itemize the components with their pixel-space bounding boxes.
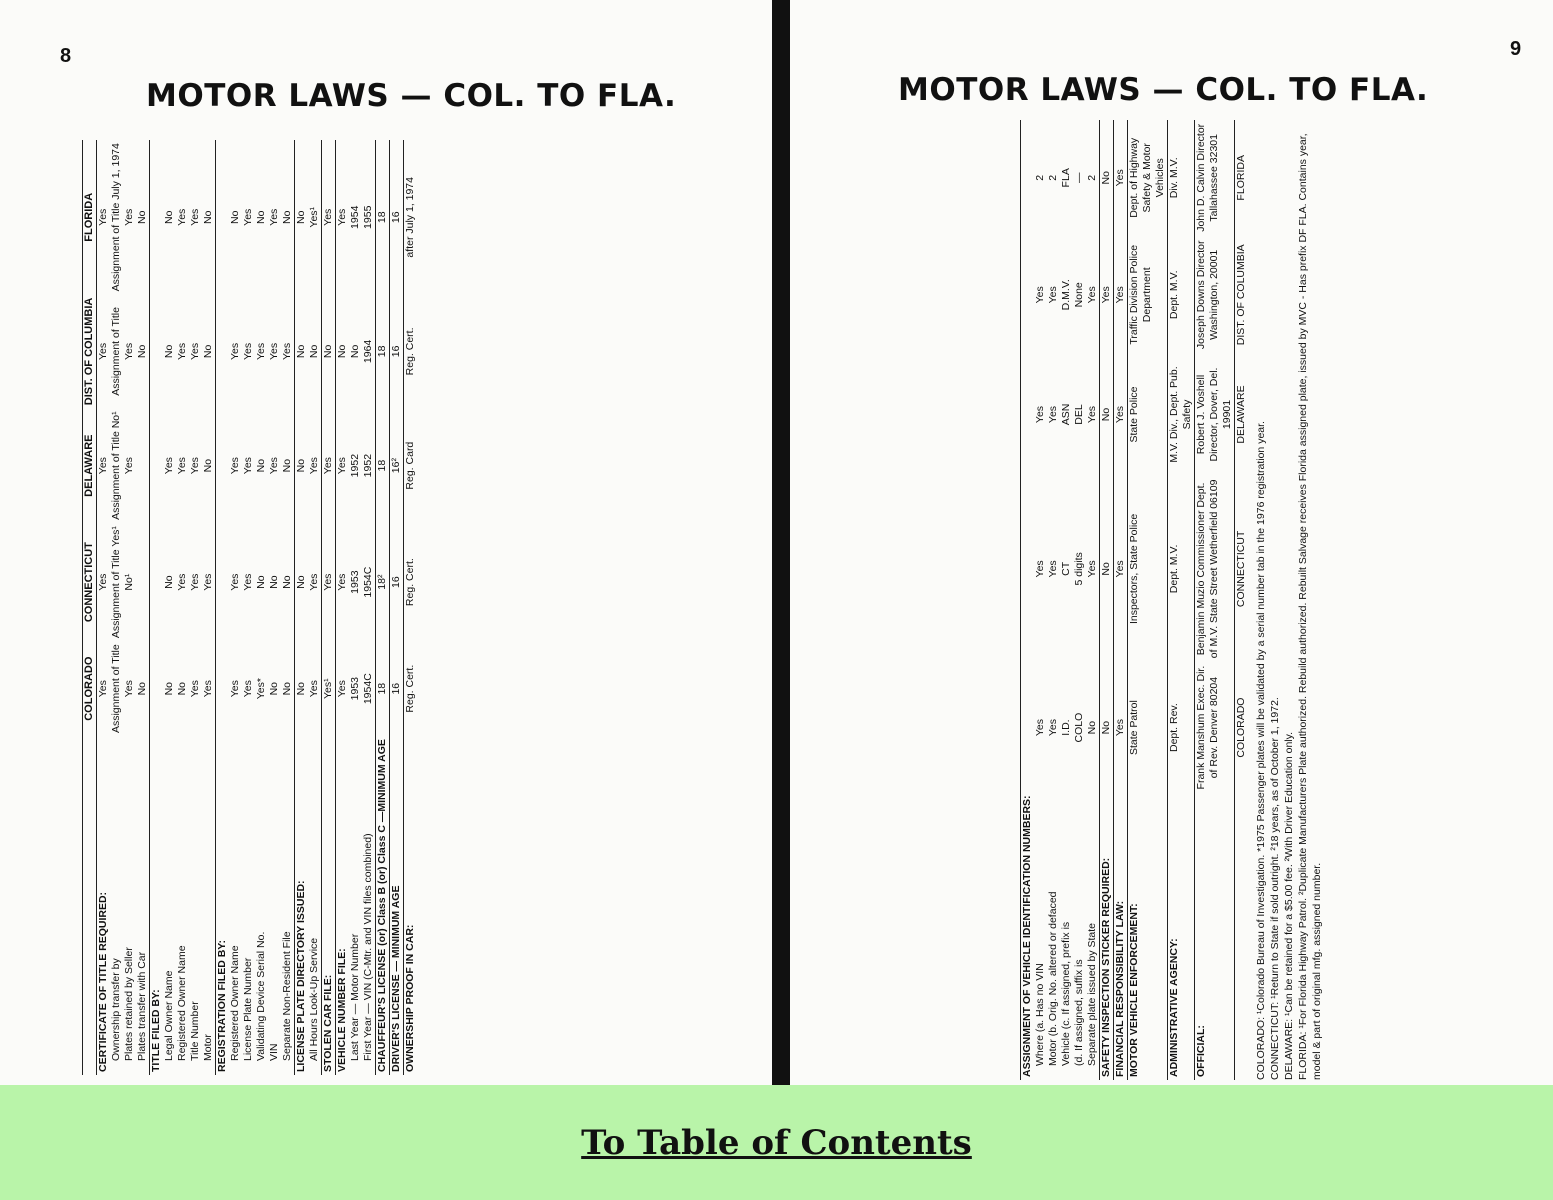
cell-value: Yes (1114, 354, 1128, 475)
cell-value: 16 (390, 295, 404, 409)
footnote: DELAWARE: ¹Can be retained for a $5.00 fee. ²With Driver Education only. (1283, 731, 1295, 1080)
left-table-row (281, 140, 295, 1075)
footer-column-name: DELAWARE (1235, 354, 1249, 475)
cell-value: Yes (308, 457, 320, 475)
cell-value (216, 140, 230, 295)
cell-value: 16 (390, 140, 404, 295)
cell-value: Yes (189, 573, 201, 591)
cell-value: 1954 (349, 205, 361, 229)
cell-value: 18 (376, 140, 390, 295)
left-table-row (110, 140, 123, 1075)
cell-value: Yes (97, 295, 111, 409)
cell-value: Yes (189, 342, 201, 360)
cell-value: Yes* (255, 678, 267, 700)
cell-value (1021, 120, 1035, 236)
left-table-row (136, 140, 150, 1075)
cell-value: Robert J. Voshell Director, Dover, Del. 19901 (1195, 354, 1235, 475)
cell-value: Yes (242, 208, 254, 226)
cell-value: No (163, 344, 175, 359)
cell-value: Yes (1086, 405, 1098, 424)
cell-value: Joseph Downs Director Washington, 20001 (1195, 236, 1235, 354)
cell-value: Yes (1047, 560, 1059, 578)
cell-value: State Patrol (1128, 663, 1168, 793)
cell-value (1021, 663, 1035, 793)
cell-value: Reg. Cert. (404, 295, 418, 409)
cell-value: No (1100, 120, 1114, 236)
cell-value: 16² (390, 408, 404, 523)
row-label: Registered Owner Name (229, 945, 241, 1061)
left-page (0, 0, 775, 1085)
cell-value: No (281, 681, 293, 696)
cell-value: Yes (1114, 475, 1128, 663)
cell-value: Yes (229, 680, 241, 698)
cell-value: 18 (376, 641, 390, 736)
cell-value: Reg. Cert. (404, 523, 418, 641)
cell-value (150, 140, 164, 295)
cell-value: 18 (376, 408, 390, 523)
row-label: VEHICLE NUMBER FILE: (336, 736, 350, 1075)
row-label: VIN (268, 1043, 280, 1061)
cell-value: Dept. M.V. (1168, 236, 1195, 354)
cell-value: Yes (1114, 663, 1128, 793)
cell-value: Yes (308, 680, 320, 698)
cell-value: 1955 (362, 205, 374, 229)
cell-value: Yes (1100, 236, 1114, 354)
cell-value: No (268, 681, 280, 696)
cell-value: Dept. M.V. (1168, 475, 1195, 663)
cell-value: CT (1060, 561, 1072, 576)
cell-value: No (202, 458, 214, 473)
row-label: Ownership transfer by (110, 958, 122, 1061)
cell-value (150, 641, 164, 736)
cell-value: DEL (1073, 404, 1085, 425)
cell-value (150, 295, 164, 409)
cell-value: Yes (1047, 719, 1059, 737)
left-table-row (376, 140, 390, 1075)
left-table-row (189, 140, 202, 1075)
cell-value: Dept. of Highway Safety & Motor Vehicles (1128, 120, 1168, 236)
cell-value: No (255, 458, 267, 473)
right-table-row (1060, 120, 1073, 1080)
left-table-row (295, 140, 309, 1075)
row-label: Separate Non-Resident File (281, 931, 293, 1061)
cell-value: No (202, 344, 214, 359)
cell-value: No (295, 140, 309, 295)
cell-value: Yes (123, 680, 135, 698)
cell-value: Assignment of Title (110, 307, 122, 396)
row-label: Separate plate issued by State (1086, 922, 1098, 1066)
cell-value: No (281, 575, 293, 589)
cell-value: John D. Calvin Director Tallahassee 32301 (1195, 120, 1235, 236)
footnote: COLORADO: ¹Colorado Bureau of Investigation. *1975 Passenger plates will be validated by a serial number tab in the 1976 registration year. (1255, 421, 1267, 1080)
cell-value: Yes¹ (322, 641, 336, 736)
cell-value: Yes (1086, 560, 1098, 578)
footnotes (1254, 120, 1324, 1080)
cell-value: 1954C (362, 566, 374, 598)
row-label: STOLEN CAR FILE: (322, 736, 336, 1075)
left-table-row (404, 140, 418, 1075)
cell-value: No (349, 344, 361, 359)
row-label: All Hours Look-Up Service (308, 937, 320, 1061)
row-label: Motor (b. Orig. No. altered or defaced (1047, 891, 1059, 1066)
cell-value: No (268, 575, 280, 589)
left-table-row (255, 140, 268, 1075)
column-header: COLORADO (83, 641, 97, 736)
left-table-row (322, 140, 336, 1075)
cell-value: 18² (376, 523, 390, 641)
cell-value: Assignment of Title July 1, 1974 (110, 143, 122, 292)
cell-value: 2 (1034, 174, 1046, 181)
cell-value: 1964 (362, 339, 374, 364)
cell-value: Yes (336, 641, 350, 736)
right-table-row (1034, 120, 1047, 1080)
cell-value: 2 (1047, 174, 1059, 181)
row-label: Plates transfer with Car (136, 951, 148, 1061)
cell-value: Yes (229, 573, 241, 591)
column-header: FLORIDA (83, 140, 97, 295)
cell-value: Yes (336, 408, 350, 523)
footer-column-name: DIST. OF COLUMBIA (1235, 236, 1249, 354)
right-page (790, 0, 1553, 1085)
row-label: Last Year — Motor Number (349, 933, 361, 1061)
cell-value: Yes (1034, 286, 1046, 304)
cell-value: Yes (1034, 405, 1046, 424)
left-table-row (336, 140, 350, 1075)
cell-value: No (229, 210, 241, 224)
cell-value: Yes (1047, 286, 1059, 304)
cell-value: Yes (336, 140, 350, 295)
cell-value: No (136, 344, 148, 359)
cell-value: No (295, 523, 309, 641)
cell-value (216, 523, 230, 641)
cell-value: Yes (242, 573, 254, 591)
cell-value: I.D. (1060, 719, 1072, 736)
cell-value: Yes (242, 680, 254, 698)
cell-value: Yes (229, 342, 241, 360)
cell-value: Div. M.V. (1168, 120, 1195, 236)
row-label: License Plate Number (242, 957, 254, 1061)
cell-value: No (255, 210, 267, 224)
cell-value: No (1100, 663, 1114, 793)
footer-column-name: FLORIDA (1235, 120, 1249, 236)
cell-value: Yes¹ (308, 206, 320, 228)
row-label: (d. If assigned, suffix is (1073, 959, 1085, 1066)
cell-value: Yes (308, 573, 320, 591)
cell-value: 18 (376, 295, 390, 409)
column-header: DELAWARE (83, 408, 97, 523)
cell-value: No (295, 295, 309, 409)
cell-value: Yes (189, 457, 201, 475)
cell-value: Yes (268, 208, 280, 226)
cell-value: No (1086, 720, 1098, 735)
cell-value: State Police (1128, 354, 1168, 475)
left-page-number: 8 (60, 45, 72, 67)
left-table-row (202, 140, 216, 1075)
right-motor-laws-table (1020, 120, 1248, 1080)
right-table-row (1100, 120, 1114, 1080)
cell-value: No (176, 681, 188, 696)
cell-value (1021, 354, 1035, 475)
cell-value (1021, 236, 1035, 354)
right-page-number: 9 (1510, 38, 1522, 60)
cell-value: Benjamin Muzio Commissioner Dept. of M.V. State Street Wetherfield 06109 (1195, 475, 1235, 663)
right-table-row (1086, 120, 1100, 1080)
book-spine (772, 0, 792, 1085)
right-table-row (1021, 120, 1035, 1080)
row-label: Where (a. Has no VIN (1034, 963, 1046, 1066)
left-page-title: MOTOR LAWS — COL. TO FLA. (146, 78, 677, 114)
row-label: First Year — VIN (C-Mtr. and VIN files combined) (362, 833, 374, 1061)
left-table-row (123, 140, 136, 1075)
left-table-row (390, 140, 404, 1075)
row-label: SAFETY INSPECTION STICKER REQUIRED: (1100, 792, 1114, 1080)
cell-value: Dept. Rev. (1168, 663, 1195, 793)
cell-value: Assignment of Title No¹ (110, 411, 122, 520)
row-label: CERTIFICATE OF TITLE REQUIRED: (97, 736, 111, 1075)
cell-value: 1954C (362, 673, 374, 705)
cell-value: No (163, 681, 175, 696)
cell-value: Assignment of Title (110, 644, 122, 734)
cell-value: 2 (1086, 174, 1098, 181)
row-label: TITLE FILED BY: (150, 736, 164, 1075)
cell-value: Yes (97, 408, 111, 523)
right-table-row (1195, 120, 1235, 1080)
left-table-row (362, 140, 376, 1075)
row-label: Legal Owner Name (163, 970, 175, 1061)
cell-value: Yes (336, 523, 350, 641)
cell-value: 1953 (349, 570, 361, 594)
cell-value: No (163, 210, 175, 224)
cell-value: Yes (123, 457, 135, 475)
cell-value: No (322, 295, 336, 409)
cell-value: Inspectors, State Police (1128, 475, 1168, 663)
cell-value: 1952 (362, 453, 374, 478)
row-label: ASSIGNMENT OF VEHICLE IDENTIFICATION NUMBERS: (1021, 792, 1035, 1080)
footnote: FLORIDA: ¹For Florida Highway Patrol. ²Duplicate Manufacturers Plate authorized. Rebuild authorized. Rebuilt Salvage receives Florida assigned plate, issued by MVC - Has prefix DF FLA. Contains year, model & part of original mfg. assigned number. (1297, 133, 1323, 1080)
footer-column-name: COLORADO (1235, 663, 1249, 793)
cell-value: No (1100, 354, 1114, 475)
cell-value: No (281, 458, 293, 473)
left-table-rotated (82, 140, 702, 1075)
cell-value: No (308, 344, 320, 359)
cell-value: 5 digits (1073, 552, 1085, 586)
cell-value: No¹ (123, 573, 135, 591)
cell-value (216, 641, 230, 736)
cell-value: Yes (176, 208, 188, 226)
row-label: Registered Owner Name (176, 945, 188, 1061)
cell-value: Reg. Cert. (404, 641, 418, 736)
cell-value: No (136, 681, 148, 696)
cell-value: Yes (281, 342, 293, 360)
right-table-rotated (1020, 120, 1530, 1080)
cell-value: Yes (176, 457, 188, 475)
cell-value: Yes (322, 523, 336, 641)
footer-column-name: CONNECTICUT (1235, 475, 1249, 663)
row-label: Vehicle (c. If assigned, prefix is (1060, 921, 1072, 1066)
row-label: OWNERSHIP PROOF IN CAR: (404, 736, 418, 1075)
footnote: CONNECTICUT: ¹Return to State if sold outright. ²18 years, as of October 1, 1972. (1269, 697, 1281, 1080)
row-label: REGISTRATION FILED BY: (216, 736, 230, 1075)
cell-value: No (281, 210, 293, 224)
cell-value: Yes (202, 680, 214, 698)
right-table-row (1128, 120, 1168, 1080)
right-page-title: MOTOR LAWS — COL. TO FLA. (898, 72, 1429, 108)
left-table-row (97, 140, 111, 1075)
left-motor-laws-table (82, 140, 417, 1075)
row-label: Title Number (189, 1001, 201, 1061)
cell-value: Traffic Division Police Department (1128, 236, 1168, 354)
cell-value: Yes (229, 457, 241, 475)
cell-value: Yes (176, 342, 188, 360)
cell-value: Yes (202, 573, 214, 591)
cell-value: No (255, 575, 267, 589)
cell-value: Yes (1114, 120, 1128, 236)
cell-value: 16 (390, 523, 404, 641)
navigation-banner (0, 1085, 1553, 1200)
cell-value: M.V. Div., Dept. Pub. Safety (1168, 354, 1195, 475)
left-table-row (216, 140, 230, 1075)
cell-value (216, 295, 230, 409)
left-table-row (176, 140, 189, 1075)
row-label: LICENSE PLATE DIRECTORY ISSUED: (295, 736, 309, 1075)
row-label: MOTOR VEHICLE ENFORCEMENT: (1128, 792, 1168, 1080)
left-table-header (83, 140, 97, 1075)
cell-value: None (1073, 282, 1085, 308)
left-table-row (308, 140, 322, 1075)
row-label: Motor (202, 1034, 214, 1061)
cell-value: Yes (1034, 719, 1046, 737)
cell-value: after July 1, 1974 (404, 140, 418, 295)
cell-value: D.M.V. (1060, 279, 1072, 311)
cell-value (150, 523, 164, 641)
right-table-row (1168, 120, 1195, 1080)
cell-value (216, 408, 230, 523)
row-label: FINANCIAL RESPONSIBILITY LAW: (1114, 792, 1128, 1080)
left-table-row (242, 140, 255, 1075)
cell-value: Yes (97, 140, 111, 295)
cell-value: Yes (1047, 405, 1059, 424)
cell-value: Yes (189, 680, 201, 698)
cell-value: Yes (1114, 236, 1128, 354)
cell-value: Yes (163, 457, 175, 475)
cell-value: Yes (176, 573, 188, 591)
cell-value: Yes (123, 342, 135, 360)
right-table-row (1114, 120, 1128, 1080)
row-label: DRIVER'S LICENSE — MINIMUM AGE (390, 736, 404, 1075)
table-of-contents-link[interactable]: To Table of Contents (581, 1123, 972, 1163)
cell-value: Yes (268, 457, 280, 475)
cell-value: Yes (123, 208, 135, 226)
cell-value (150, 408, 164, 523)
cell-value: — (1073, 172, 1085, 184)
left-table-row (163, 140, 176, 1075)
cell-value: 1953 (349, 677, 361, 701)
cell-value: No (136, 210, 148, 224)
left-table-row (268, 140, 281, 1075)
cell-value: Yes (189, 208, 201, 226)
cell-value: No (336, 295, 350, 409)
right-table-row (1047, 120, 1060, 1080)
cell-value: Yes (1034, 560, 1046, 578)
cell-value: Yes (1086, 286, 1098, 304)
left-table-row (150, 140, 164, 1075)
row-label: CHAUFFEUR'S LICENSE (or) Class B (or) Class C —MINIMUM AGE (376, 736, 390, 1075)
cell-value: Yes (97, 523, 111, 641)
column-header: DIST. OF COLUMBIA (83, 295, 97, 409)
cell-value: Yes (242, 342, 254, 360)
cell-value (1021, 475, 1035, 663)
cell-value: Yes (322, 140, 336, 295)
cell-value: Yes (268, 342, 280, 360)
cell-value: No (295, 641, 309, 736)
row-label: Validating Device Serial No. (255, 931, 267, 1061)
cell-value: Yes (97, 641, 111, 736)
cell-value: 1952 (349, 453, 361, 478)
left-table-row (229, 140, 242, 1075)
cell-value: Yes (322, 408, 336, 523)
cell-value: Assignment of Title Yes¹ (110, 526, 122, 639)
column-header: CONNECTICUT (83, 523, 97, 641)
left-table-row (349, 140, 362, 1075)
cell-value: Reg. Card (404, 408, 418, 523)
cell-value: No (163, 575, 175, 589)
row-label: Plates retained by Seller (123, 947, 135, 1061)
cell-value: Yes (242, 457, 254, 475)
cell-value: No (295, 408, 309, 523)
right-table-footer (1235, 120, 1249, 1080)
cell-value: Frank Manshum Exec. Dir. of Rev. Denver 80204 (1195, 663, 1235, 793)
cell-value: COLO (1073, 712, 1085, 743)
cell-value: No (202, 210, 214, 224)
cell-value (136, 523, 150, 641)
right-table-row (1073, 120, 1086, 1080)
cell-value: 16 (390, 641, 404, 736)
cell-value (136, 408, 150, 523)
cell-value: No (1100, 475, 1114, 663)
cell-value: Yes (255, 342, 267, 360)
cell-value: ASN (1060, 403, 1072, 426)
row-label: OFFICIAL: (1195, 792, 1235, 1080)
row-label: ADMINISTRATIVE AGENCY: (1168, 792, 1195, 1080)
cell-value: FLA (1060, 168, 1072, 188)
